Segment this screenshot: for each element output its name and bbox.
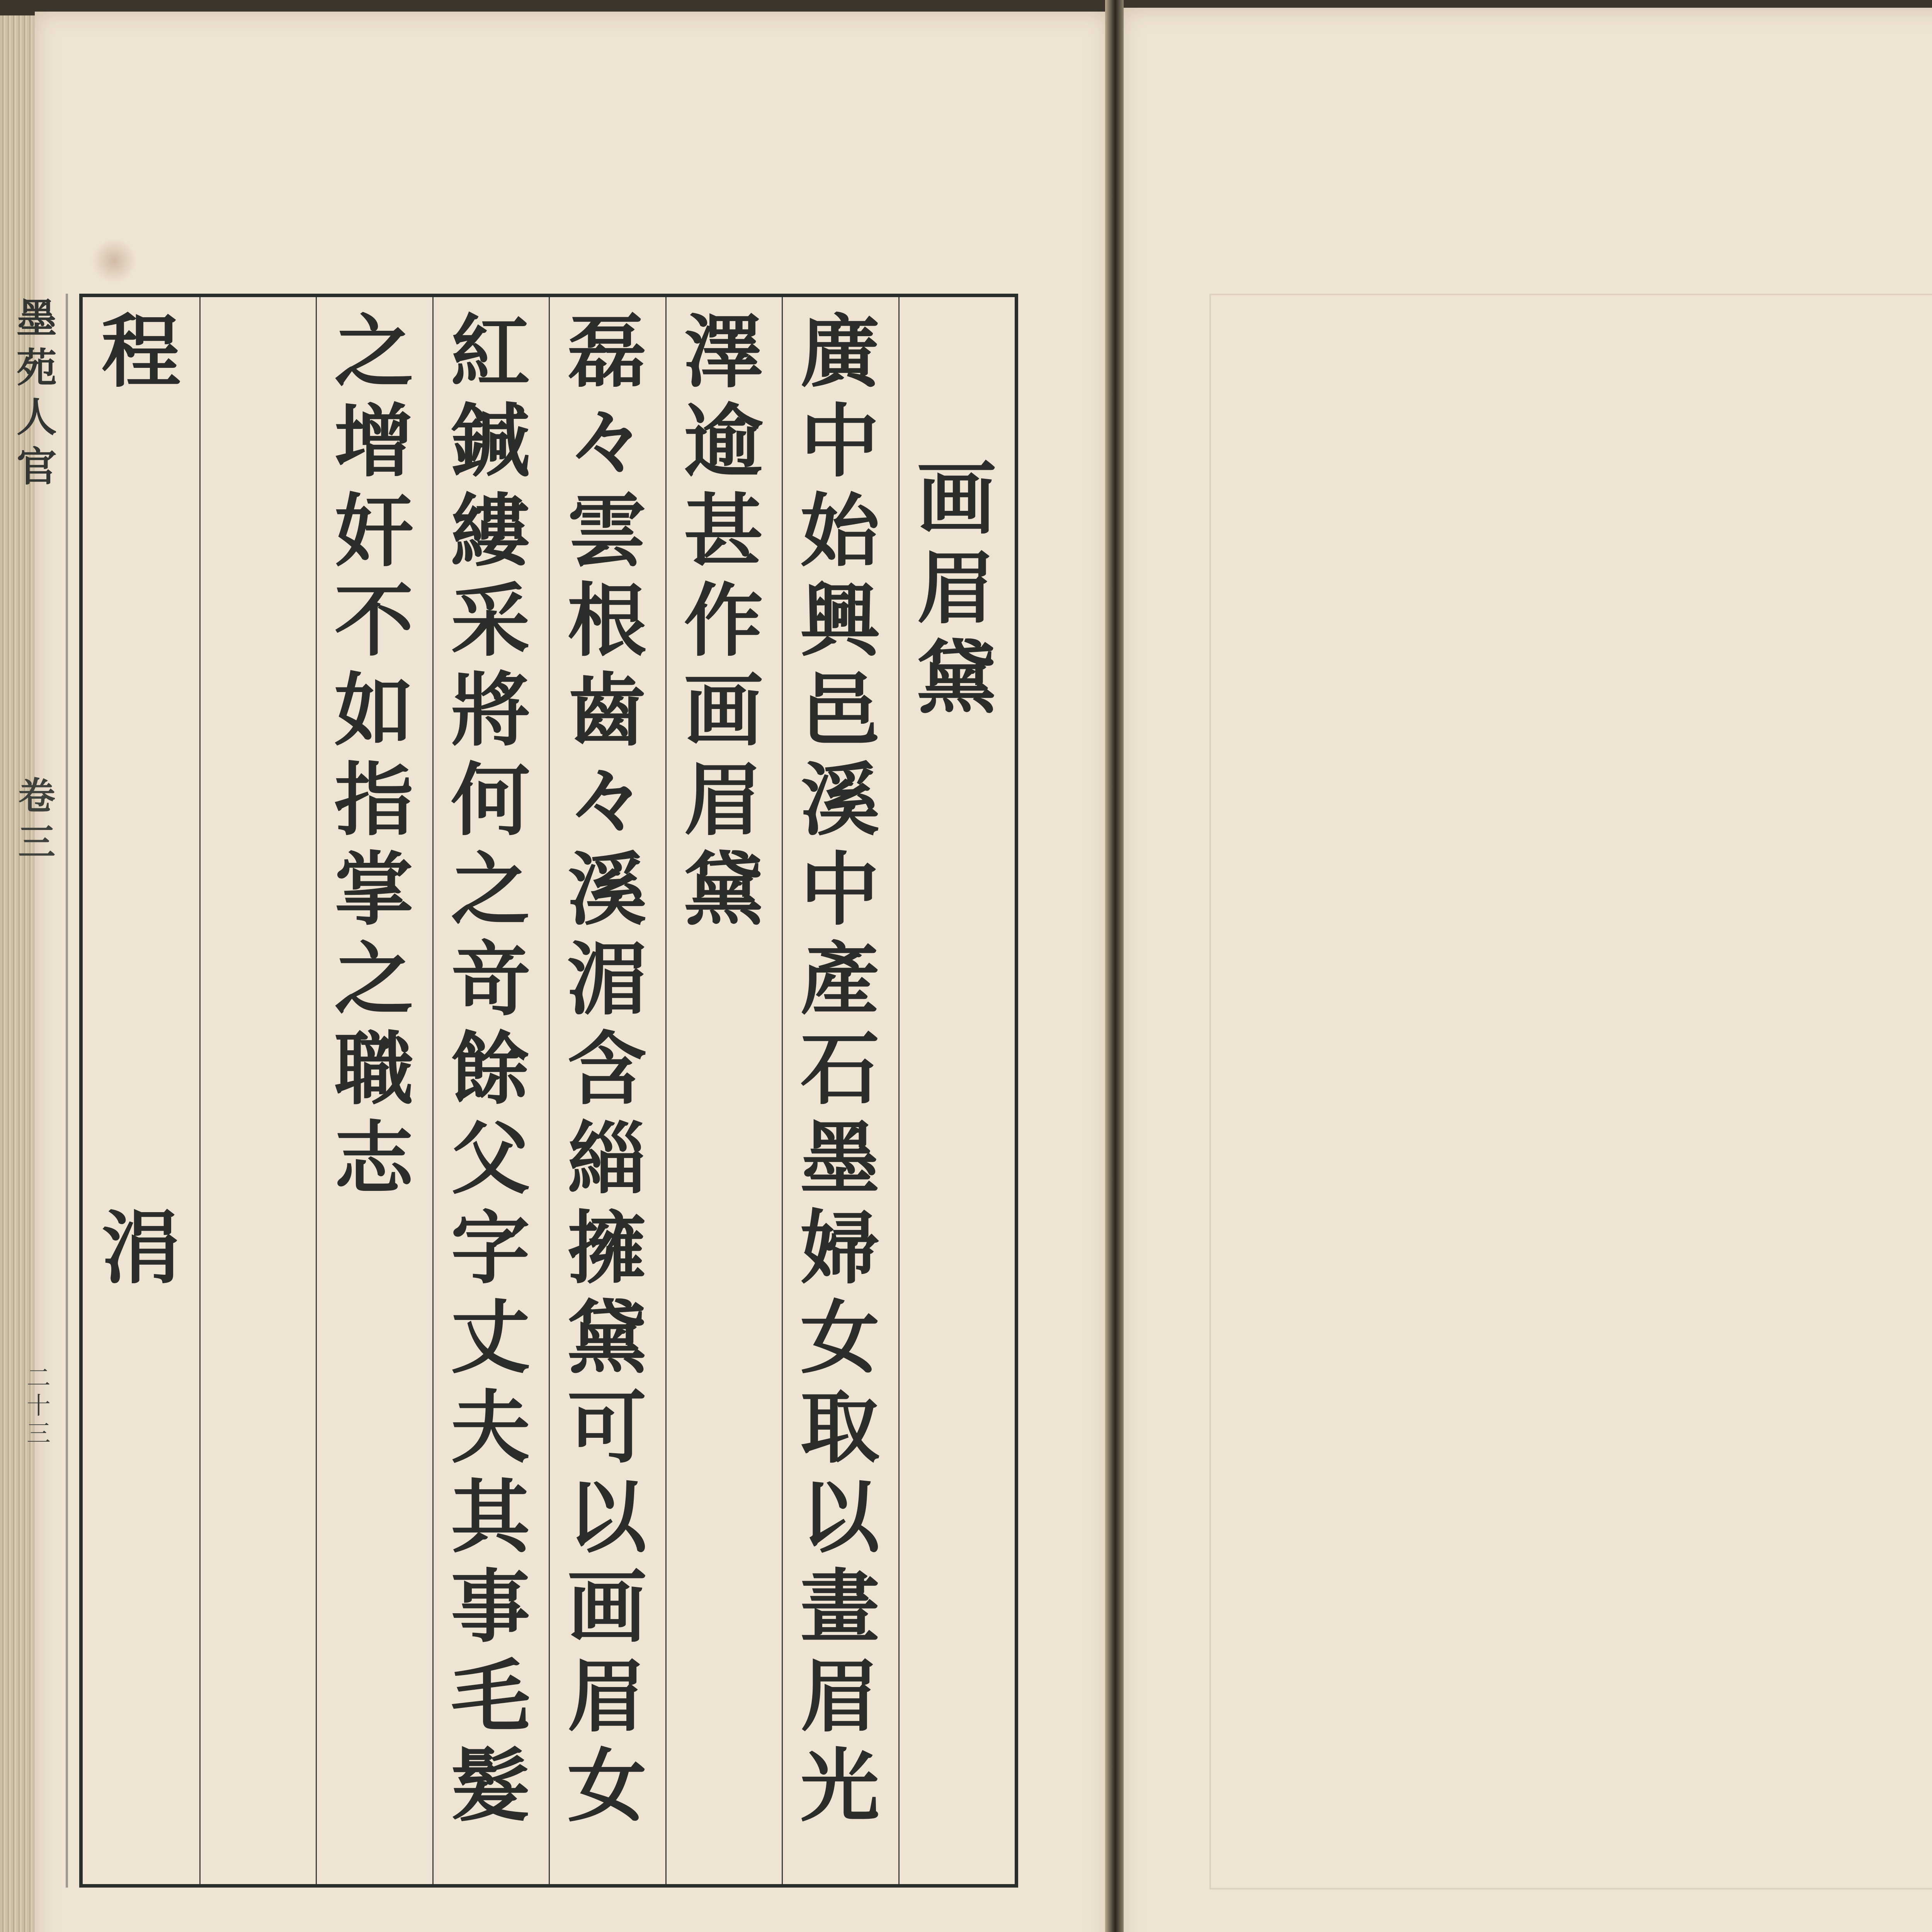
text-char: 画 (684, 664, 763, 757)
running-title-char: 苑 (16, 344, 57, 391)
text-char: 指 (334, 754, 414, 847)
text-char: 毛 (451, 1650, 530, 1743)
column-rule (665, 297, 667, 1884)
book-gutter (1105, 0, 1124, 1932)
column-rule (549, 297, 550, 1884)
text-char: 之 (451, 844, 530, 936)
text-frame (79, 294, 1018, 1888)
text-char: 墨 (800, 1112, 880, 1205)
text-char: 画 (567, 1561, 647, 1653)
text-char: 湄 (567, 933, 647, 1026)
folio-char: 三 (26, 1419, 51, 1447)
text-char: 興 (800, 575, 880, 667)
folio-number (19, 1364, 58, 1447)
column-rule (316, 297, 317, 1884)
folio-char: 十 (26, 1391, 51, 1420)
running-title-char: 官 (16, 443, 57, 490)
text-column (790, 297, 890, 1884)
text-column (324, 297, 424, 1884)
text-char: 甚 (684, 485, 763, 578)
text-char: 采 (451, 575, 530, 667)
stain-mark (91, 240, 137, 282)
text-column (673, 297, 774, 1884)
text-char: 中 (800, 395, 880, 488)
text-char: 中 (800, 844, 880, 936)
text-char: 石 (800, 1023, 880, 1116)
text-char: 眉 (684, 754, 763, 847)
text-char: 擁 (567, 1202, 647, 1295)
text-char: 女 (800, 1292, 880, 1384)
running-title-char: 人 (16, 393, 57, 441)
text-char: 鍼 (451, 395, 530, 488)
text-char: 事 (451, 1561, 530, 1653)
text-char: 竒 (451, 933, 530, 1026)
column-rule (898, 297, 900, 1884)
text-char: 字 (451, 1202, 530, 1295)
text-char: 溪 (567, 844, 647, 936)
juan-char: 三 (18, 820, 55, 864)
text-char: 何 (451, 754, 530, 847)
text-char: 取 (800, 1381, 880, 1474)
juan-label-left (15, 773, 58, 866)
text-char: 將 (451, 664, 530, 757)
text-char: 黛 (917, 632, 996, 724)
text-char: 縷 (451, 485, 530, 578)
running-title-left (15, 294, 58, 492)
text-char: 可 (567, 1381, 647, 1474)
text-char: 磊 (567, 306, 647, 398)
text-char: 邑 (800, 664, 880, 757)
column-rule (199, 297, 201, 1884)
text-char: 女 (567, 1740, 647, 1833)
text-column (91, 297, 191, 1884)
text-char: 始 (800, 485, 880, 578)
text-char: 眉 (917, 542, 996, 635)
text-char: 齒 (567, 664, 647, 757)
text-char: 其 (451, 1471, 530, 1564)
text-char: 含 (567, 1023, 647, 1116)
text-char: 丈 (451, 1292, 530, 1384)
text-char: 如 (334, 664, 414, 757)
text-char: 緇 (567, 1112, 647, 1205)
text-char: 溪 (800, 754, 880, 847)
text-char: 廣 (800, 306, 880, 398)
text-char: 畫 (800, 1561, 880, 1653)
text-column (207, 297, 308, 1884)
text-char: 涓 (101, 1202, 181, 1295)
text-char: 掌 (334, 844, 414, 936)
text-char: 以 (567, 1471, 647, 1564)
running-title-char: 墨 (16, 294, 57, 342)
text-char: 髮 (451, 1740, 530, 1833)
text-char: 画 (917, 452, 996, 545)
text-char: 作 (684, 575, 763, 667)
text-char: 眉 (800, 1650, 880, 1743)
text-char: 黛 (684, 844, 763, 936)
text-char: 澤 (684, 306, 763, 398)
text-char: 以 (800, 1471, 880, 1564)
text-char: 々 (567, 754, 647, 847)
text-char: 不 (334, 575, 414, 667)
text-char: 之 (334, 933, 414, 1026)
juan-char: 卷 (18, 774, 55, 818)
text-char: 根 (567, 575, 647, 667)
text-char: 婦 (800, 1202, 880, 1295)
text-char: 程 (101, 306, 181, 398)
text-char: 父 (451, 1112, 530, 1205)
text-char: 志 (334, 1112, 414, 1205)
text-char: 逾 (684, 395, 763, 488)
title-column (906, 297, 1007, 1884)
column-rule (782, 297, 783, 1884)
text-char: 之 (334, 306, 414, 398)
margin-rule (66, 294, 68, 1888)
text-char: 紅 (451, 306, 530, 398)
text-char: 奸 (334, 485, 414, 578)
text-char: 黛 (567, 1292, 647, 1384)
text-char: 餘 (451, 1023, 530, 1116)
column-rule (432, 297, 434, 1884)
text-char: 夫 (451, 1381, 530, 1474)
folio-char: 二 (26, 1364, 51, 1392)
text-char: 眉 (567, 1650, 647, 1743)
text-char: 々 (567, 395, 647, 488)
text-char: 產 (800, 933, 880, 1026)
text-column (440, 297, 541, 1884)
text-char: 雲 (567, 485, 647, 578)
text-char: 光 (800, 1740, 880, 1833)
text-char: 職 (334, 1023, 414, 1116)
show-through-frame (1209, 294, 1932, 1889)
text-column (557, 297, 657, 1884)
text-char: 增 (334, 395, 414, 488)
